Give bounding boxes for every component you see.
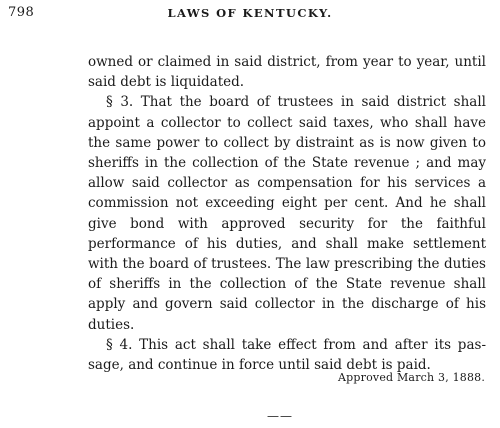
- approval-date: Approved March 3, 1888.: [338, 371, 486, 384]
- section-4-paragraph: § 4. This act shall take effect from and after its passage, and continue in force until said debt is paid.: [88, 336, 486, 374]
- page-number: 798: [8, 5, 35, 20]
- end-rule: ——: [267, 409, 293, 423]
- section-3-paragraph: § 3. That the board of trustees in said district shall appoint a collector to collect said taxes, who shall have the same power to collect by distraint as is now given to sheriffs in the collection of the State revenue ; and may allow said collector as compensation for his services a commission not exceeding eight per cent. And he shall give bond with approved security for the faithful performance of his duties, and shall make settlement with the board of trustees. The law prescribing the duties of sheriffs in the collection of the State revenue shall apply and govern said collector in the discharge of his duties.: [88, 94, 486, 333]
- body-text: [88, 52, 486, 375]
- running-head: LAWS OF KENTUCKY.: [167, 6, 333, 20]
- continuation-paragraph: owned or claimed in said district, from year to year, until said debt is liquidated.: [88, 54, 486, 91]
